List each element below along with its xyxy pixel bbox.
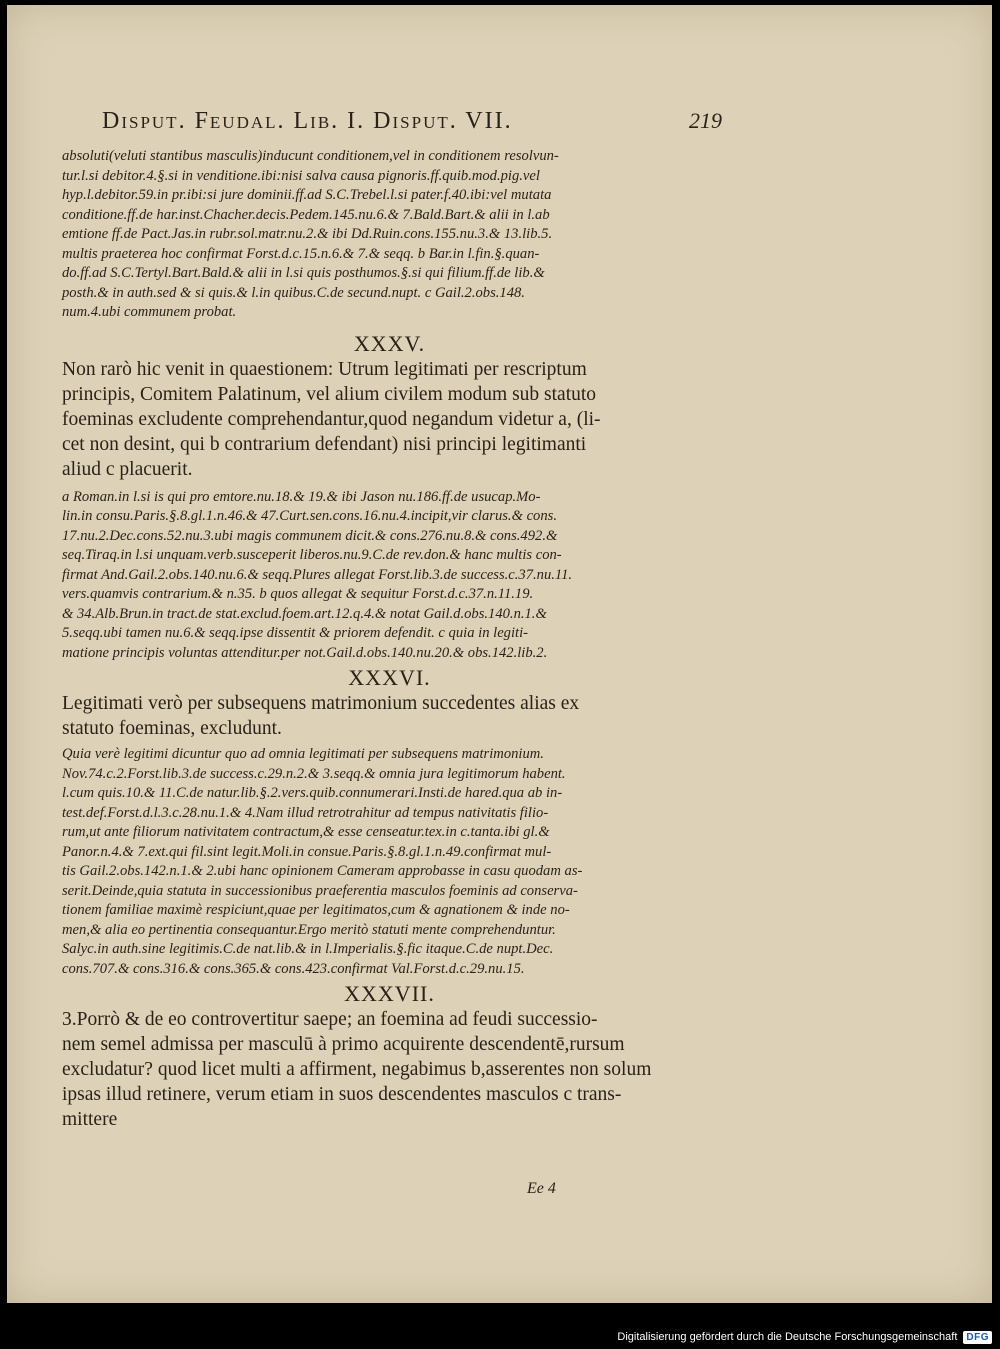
note-line: men,& alia eo pertinentia consequantur.Ergo meritò statuti mente comprehenduntur. [62, 921, 556, 938]
note-line: & 34.Alb.Brun.in tract.de stat.exclud.foem.art.12.q.4.& notat Gail.d.obs.140.n.1.& [62, 605, 547, 622]
note-line: Nov.74.c.2.Forst.lib.3.de success.c.29.n.2.& 3.seqq.& omnia jura legitimorum habent. [62, 765, 566, 782]
note-line: emtione ff.de Pact.Jas.in rubr.sol.matr.nu.2.& ibi Dd.Ruin.cons.155.nu.3.& 13.lib.5. [62, 226, 553, 242]
note-line: absoluti(veluti stantibus masculis)inducunt conditionem,vel in conditionem resolvun- [62, 148, 559, 164]
running-header [102, 108, 722, 135]
page-number: 219 [689, 108, 722, 133]
section-36-notes [62, 745, 717, 979]
note-line: tis Gail.2.obs.142.n.1.& 2.ubi hanc opinionem Cameram approbasse in casu quodam as- [62, 863, 583, 879]
section-heading-37: XXXVII. [344, 981, 435, 1006]
note-line: posth.& in auth.sed & si quis.& l.in quibus.C.de secund.nupt. c Gail.2.obs.148. [62, 284, 525, 301]
note-line: firmat And.Gail.2.obs.140.nu.6.& seqq.Plures allegat Forst.lib.3.de success.c.37.nu.11. [62, 566, 573, 583]
note-line: lin.in consu.Paris.§.8.gl.1.n.46.& 47.Curt.sen.cons.16.nu.4.incipit,vir clarus.& cons. [62, 508, 557, 524]
section-heading-36: XXXVI. [348, 665, 431, 690]
note-line: 17.nu.2.Dec.cons.52.nu.3.ubi magis communem dicit.& cons.276.nu.8.& cons.492.& [62, 527, 558, 544]
note-line: Panor.n.4.& 7.ext.qui fil.sint legit.Moli.in consue.Paris.§.8.gl.1.n.49.confirmat mul- [62, 843, 552, 860]
text-line: ipsas illud retinere, verum etiam in suos descendentes masculos c trans- [62, 1084, 622, 1105]
note-line: multis praeterea hoc confirmat Forst.d.c.15.n.6.& 7.& seqq. b Bar.in l.fin.§.quan- [62, 245, 540, 262]
text-line: Non rarò hic venit in quaestionem: Utrum legitimati per rescriptum [62, 358, 587, 380]
note-line: tionem familiae maximè respiciunt,quae per legitimatos,cum & agnationem & inde no- [62, 902, 570, 918]
note-line: tur.l.si debitor.4.§.si in venditione.ibi:nisi salva causa pignoris.ff.quib.mod.pig.vel [62, 167, 540, 184]
text-line: principis, Comitem Palatinum, vel alium civilem modum sub statuto [62, 383, 597, 405]
text-line: foeminas excludente comprehendantur,quod negandum videtur a, (li- [62, 408, 601, 430]
note-line: do.ff.ad S.C.Tertyl.Bart.Bald.& alii in l.si quis posthumos.§.si qui filium.ff.de lib.& [62, 265, 545, 281]
text-line: cet non desint, qui b contrarium defendant) nisi principi legitimanti [62, 433, 587, 455]
note-line: seq.Tiraq.in l.si unquam.verb.susceperit liberos.nu.9.C.de rev.don.& hanc multis con- [62, 547, 562, 563]
note-line: conditione.ff.de har.inst.Chacher.decis.Pedem.145.nu.6.& 7.Bald.Bart.& alii in l.ab [62, 206, 550, 223]
note-line: num.4.ubi communem probat. [62, 304, 237, 320]
section-35-text [62, 357, 717, 482]
notes-top [62, 147, 717, 323]
digitization-credit [0, 1325, 1000, 1349]
text-line: aliud c placuerit. [62, 458, 193, 480]
note-line: 5.seqq.ubi tamen nu.6.& seqq.ipse dissentit & priorem defendit. c quia in legiti- [62, 625, 529, 641]
note-line: cons.707.& cons.316.& cons.365.& cons.423.confirmat Val.Forst.d.c.29.nu.15. [62, 960, 525, 977]
running-title: Disput. Feudal. Lib. I. Disput. VII. [102, 108, 513, 134]
note-line: serit.Deinde,quia statuta in successionibus praeferentia masculos foeminis ad conserva- [62, 882, 578, 899]
note-line: matione principis voluntas attenditur.per not.Gail.d.obs.140.nu.20.& obs.142.lib.2. [62, 644, 548, 661]
note-line: Salyc.in auth.sine legitimis.C.de nat.lib.& in l.Imperialis.§.fic itaque.C.de nupt.Dec. [62, 941, 554, 957]
text-line: Legitimati verò per subsequens matrimonium succedentes alias ex [62, 693, 580, 714]
note-line: vers.quamvis contrarium.& n.35. b quos allegat & sequitur Forst.d.c.37.n.11.19. [62, 586, 534, 602]
section-35-notes [62, 488, 717, 664]
text-block [62, 147, 717, 1132]
last-word: mittere [62, 1109, 118, 1130]
credit-text: Digitalisierung gefördert durch die Deutsche Forschungsgemeinschaft [617, 1331, 958, 1343]
note-line: rum,ut ante filiorum nativitatem contractum,& esse censeatur.tex.in c.tanta.ibi gl.& [62, 824, 550, 840]
note-line: hyp.l.debitor.59.in pr.ibi:si jure dominii.ff.ad S.C.Trebel.l.si pater.f.40.ibi:vel mutata [62, 187, 552, 203]
text-line: nem semel admissa per masculū à primo acquirente descendentē,rursum [62, 1034, 625, 1055]
note-line: Quia verè legitimi dicuntur quo ad omnia legitimati per subsequens matrimonium. [62, 746, 544, 762]
note-line: test.def.Forst.d.l.3.c.28.nu.1.& 4.Nam illud retrotrahitur ad tempus nativitatis filio- [62, 804, 549, 821]
section-36-text [62, 691, 717, 741]
note-line: l.cum quis.10.& 11.C.de natur.lib.§.2.vers.quib.connumerari.Insti.de hared.qua ab in- [62, 785, 563, 801]
text-line: 3.Porrò & de eo controvertitur saepe; an foemina ad feudi successio- [62, 1009, 598, 1030]
text-line: statuto foeminas, excludunt. [62, 718, 282, 739]
book-page [7, 5, 992, 1303]
catchword: Ee 4 [527, 1180, 556, 1197]
section-heading-35: XXXV. [353, 330, 426, 356]
dfg-logo: DFG [963, 1331, 992, 1344]
note-line: a Roman.in l.si is qui pro emtore.nu.18.& 19.& ibi Jason nu.186.ff.de usucap.Mo- [62, 488, 541, 505]
text-line: excludatur? quod licet multi a affirment, negabimus b,asserentes non solum [62, 1059, 652, 1080]
section-37-text [62, 1007, 717, 1132]
